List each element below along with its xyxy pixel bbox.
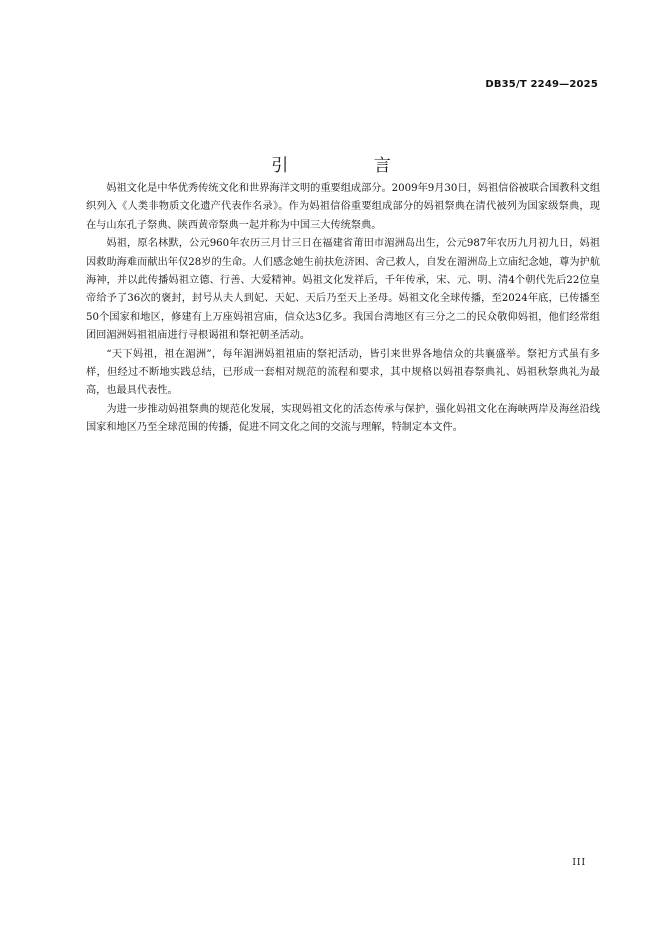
page-number: III: [572, 858, 586, 868]
paragraph-1: 妈祖文化是中华优秀传统文化和世界海洋文明的重要组成部分。2009年9月30日，妈祖信俗被联合国教科文组织列入《人类非物质文化遗产代表作名录》。作为妈祖信俗重要组成部分的妈祖祭典在清代被列为国家级祭典，现在与山东孔子祭典、陕西黄帝祭典一起并称为中国三大传统祭典。: [86, 183, 601, 231]
page-title: 引 言: [271, 156, 431, 177]
introduction-body: [86, 180, 600, 438]
paragraph-4: 为进一步推动妈祖祭典的规范化发展，实现妈祖文化的活态传承与保护，强化妈祖文化在海峡两岸及海丝沿线国家和地区乃至全球范围的传播，促进不同文化之间的交流与理解，特制定本文件。: [86, 403, 600, 434]
paragraph-3: “天下妈祖，祖在湄洲”，每年湄洲妈祖祖庙的祭祀活动，皆引来世界各地信众的共襄盛举。祭祀方式虽有多样，但经过不断地实践总结，已形成一套相对规范的流程和要求，其中规格以妈祖春祭典礼、妈祖秋祭典礼为最高，也最具代表性。: [86, 348, 600, 397]
paragraph-2: 妈祖，原名林默，公元960年农历三月廿三日在福建省莆田市湄洲岛出生，公元987年农历九月初九日，妈祖因救助海难而献出年仅28岁的生命。人们感念她生前扶危济困、舍己救人，自发在湄洲岛上立庙纪念她，尊为护航海神，并以此传播妈祖立德、行善、大爱精神。妈祖文化发祥后，千年传承，宋、元、明、清4个朝代先后22位皇帝给予了36次的褒封，封号从夫人到妃、天妃、天后乃至天上圣母。妈祖文化全球传播，至2024年底，已传播至50个国家和地区，修建有上万座妈祖宫庙，信众达3亿多。我国台湾地区有三分之二的民众敬仰妈祖，他们经常组团回湄洲妈祖祖庙进行寻根谒祖和祭祀朝圣活动。: [86, 238, 600, 342]
document-code: DB35/T 2249—2025: [485, 79, 598, 90]
